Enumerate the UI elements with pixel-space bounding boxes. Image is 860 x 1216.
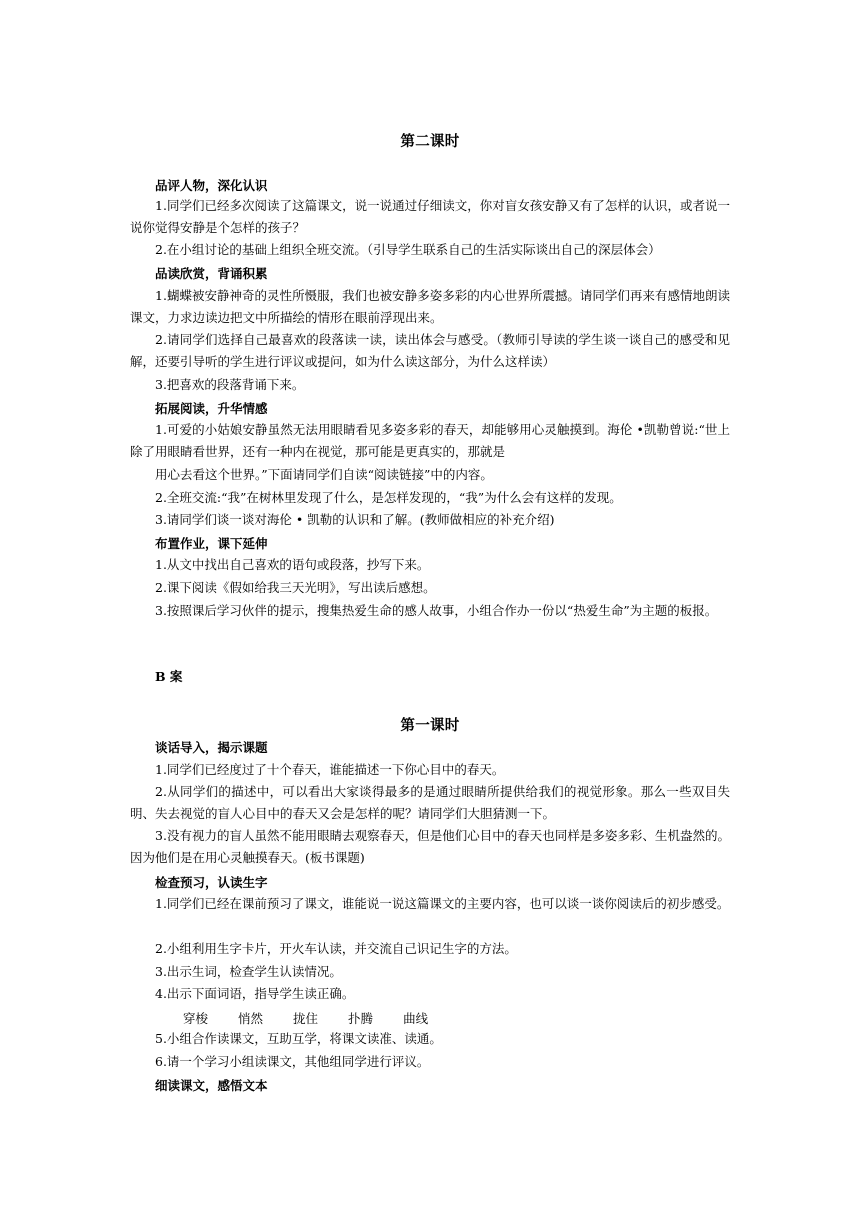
section-heading: 品评人物，深化认识 — [155, 178, 268, 193]
vocabulary-word: 拢住 — [293, 1011, 319, 1026]
paragraph: 3.没有视力的盲人虽然不能用眼睛去观察春天，但是他们心目中的春天也同样是多姿多彩、生机盎然的。因为他们是在用心灵触摸春天。(板书课题) — [130, 828, 730, 865]
vocabulary-list — [183, 1009, 458, 1027]
paragraph: 5.小组合作读课文，互助互学，将课文读准、读通。 — [155, 1031, 442, 1046]
vocabulary-word: 扑腾 — [348, 1011, 374, 1026]
paragraph: 1.蝴蝶被安静神奇的灵性所慑服，我们也被安静多姿多彩的内心世界所震撼。请同学们再来有感情地朗读课文，力求边读边把文中所描绘的情形在眼前浮现出来。 — [130, 288, 730, 325]
paragraph: 2.在小组讨论的基础上组织全班交流。（引导学生联系自己的生活实际谈出自己的深层体会） — [155, 242, 661, 257]
lesson-title-2: 第二课时 — [400, 133, 460, 150]
paragraph: 3.出示生词，检查学生认读情况。 — [155, 964, 342, 979]
plan-label: B 案 — [155, 669, 183, 684]
paragraph: 3.把喜欢的段落背诵下来。 — [155, 377, 305, 392]
vocabulary-word: 穿梭 — [183, 1011, 209, 1026]
section-heading: 谈话导入，揭示课题 — [155, 740, 268, 755]
paragraph: 用心去看这个世界。”下面请同学们自读“阅读链接”中的内容。 — [155, 467, 493, 482]
vocabulary-word: 曲线 — [403, 1011, 429, 1026]
paragraph: 2.从同学们的描述中，可以看出大家谈得最多的是通过眼睛所提供给我们的视觉形象。那么一些双目失明、失去视觉的盲人心目中的春天又会是怎样的呢？请同学们大胆猜测一下。 — [130, 784, 730, 821]
paragraph: 2.小组利用生字卡片，开火车认读，并交流自己识记生字的方法。 — [155, 941, 517, 956]
paragraph: 2.全班交流:“我”在树林里发现了什么，是怎样发现的，“我”为什么会有这样的发现。 — [155, 490, 622, 505]
paragraph: 2.课下阅读《假如给我三天光明》，写出读后感想。 — [155, 580, 436, 595]
paragraph: 1.从文中找出自己喜欢的语句或段落，抄写下来。 — [155, 557, 430, 572]
section-heading: 拓展阅读，升华情感 — [155, 401, 268, 416]
section-heading: 布置作业，课下延伸 — [155, 536, 268, 551]
paragraph: 1.可爱的小姑娘安静虽然无法用眼睛看见多姿多彩的春天，却能够用心灵触摸到。海伦 •凯勒曾说:“世上除了用眼睛看世界，还有一种内在视觉，那可能是更真实的，那就是 — [130, 422, 730, 459]
paragraph: 3.按照课后学习伙伴的提示，搜集热爱生命的感人故事，小组合作办一份以“热爱生命”为主题的板报。 — [155, 603, 718, 618]
paragraph: 6.请一个学习小组读课文，其他组同学进行评议。 — [155, 1054, 430, 1069]
paragraph: 4.出示下面词语，指导学生读正确。 — [155, 986, 355, 1001]
paragraph: 1.同学们已经在课前预习了课文，谁能说一说这篇课文的主要内容，也可以谈一谈你阅读后的初步感受。 — [155, 896, 730, 911]
paragraph: 1.同学们已经度过了十个春天，谁能描述一下你心目中的春天。 — [155, 762, 505, 777]
lesson-title-1: 第一课时 — [400, 717, 460, 734]
paragraph: 2.请同学们选择自己最喜欢的段落读一读，读出体会与感受。（教师引导读的学生谈一谈自己的感受和见解，还要引导听的学生进行评议或提问，如为什么读这部分，为什么这样读） — [130, 332, 730, 369]
section-heading: 细读课文，感悟文本 — [155, 1078, 268, 1093]
vocabulary-word: 悄然 — [238, 1011, 264, 1026]
section-heading: 品读欣赏，背诵积累 — [155, 266, 268, 281]
paragraph: 3.请同学们谈一谈对海伦 • 凯勒的认识和了解。(教师做相应的补充介绍) — [155, 512, 555, 527]
section-heading: 检查预习，认读生字 — [155, 875, 268, 890]
paragraph: 1.同学们已经多次阅读了这篇课文，说一说通过仔细读文，你对盲女孩安静又有了怎样的认识，或者说一说你觉得安静是个怎样的孩子？ — [130, 198, 730, 235]
